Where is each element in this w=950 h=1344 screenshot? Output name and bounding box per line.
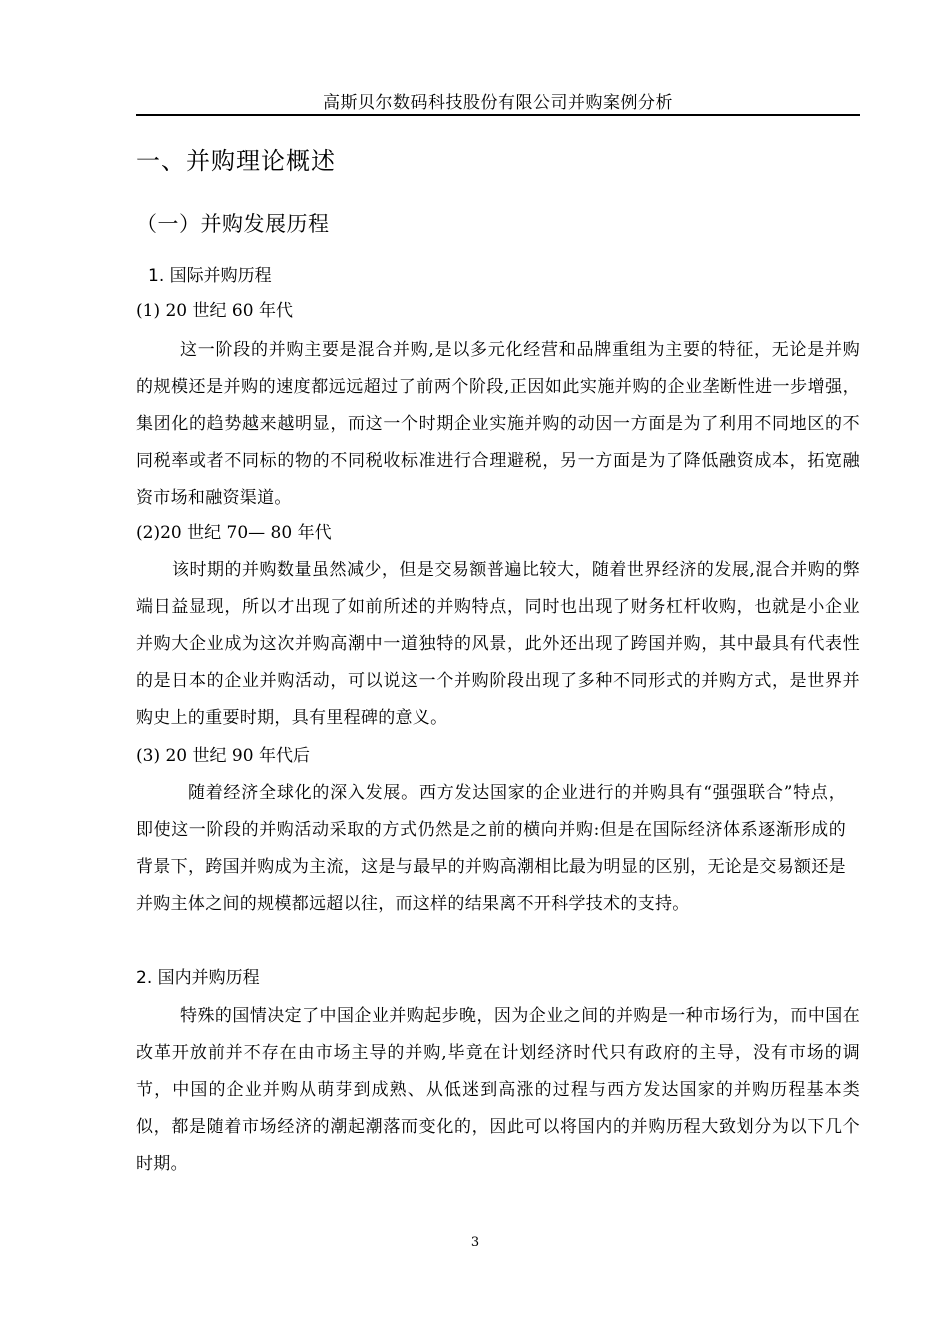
- running-header-title: 高斯贝尔数码科技股份有限公司并购案例分析: [323, 93, 673, 113]
- domestic-ma-heading: 2. 国内并购历程: [136, 968, 260, 988]
- paragraph-1990s: 随着经济全球化的深入发展。西方发达国家的企业进行的并购具有“强强联合”特点，即使这一阶段的并购活动采取的方式仍然是之前的横向并购:但是在国际经济体系逐渐形成的背景下，跨国并购成为主流，这是与最早的并购高潮相比最为明显的区别，无论是交易额还是并购主体之间的规模都远超以往，而这样的结果离不开科学技术的支持。: [136, 783, 846, 914]
- paragraph-1960s: 这一阶段的并购主要是混合并购,是以多元化经营和品牌重组为主要的特征，无论是并购的规模还是并购的速度都远远超过了前两个阶段,正因如此实施并购的企业垄断性进一步增强，集团化的趋势越来越明显，而这一个时期企业实施并购的动因一方面是为了利用不同地区的不同税率或者不同标的物的不同税收标准进行合理避税，另一方面是为了降低融资成本，拓宽融资市场和融资渠道。: [136, 340, 860, 508]
- period-label-1960s: (1) 20 世纪 60 年代: [136, 301, 293, 321]
- section-heading: 一、并购理论概述: [136, 147, 336, 175]
- paragraph-1970s-80s: 该时期的并购数量虽然减少，但是交易额普遍比较大，随着世界经济的发展,混合并购的弊端日益显现，所以才出现了如前所述的并购特点，同时也出现了财务杠杆收购，也就是小企业并购大企业成为这次并购高潮中一道独特的风景，此外还出现了跨国并购，其中最具有代表性的是日本的企业并购活动，可以说这一个并购阶段出现了多种不同形式的并购方式，是世界并购史上的重要时期，具有里程碑的意义。: [136, 560, 860, 728]
- paragraph-domestic: 特殊的国情决定了中国企业并购起步晚，因为企业之间的并购是一种市场行为，而中国在改革开放前并不存在由市场主导的并购,毕竟在计划经济时代只有政府的主导，没有市场的调节，中国的企业并购从萌芽到成熟、从低迷到高涨的过程与西方发达国家的并购历程基本类似，都是随着市场经济的潮起潮落而变化的，因此可以将国内的并购历程大致划分为以下几个时期。: [136, 1006, 860, 1174]
- international-ma-heading: 1. 国际并购历程: [148, 266, 272, 286]
- page-number: 3: [470, 1235, 480, 1250]
- subsection-heading: （一）并购发展历程: [136, 212, 330, 236]
- period-label-1970s-80s: (2)20 世纪 70— 80 年代: [136, 523, 332, 543]
- header-divider: [136, 114, 860, 116]
- period-label-1990s: (3) 20 世纪 90 年代后: [136, 746, 310, 766]
